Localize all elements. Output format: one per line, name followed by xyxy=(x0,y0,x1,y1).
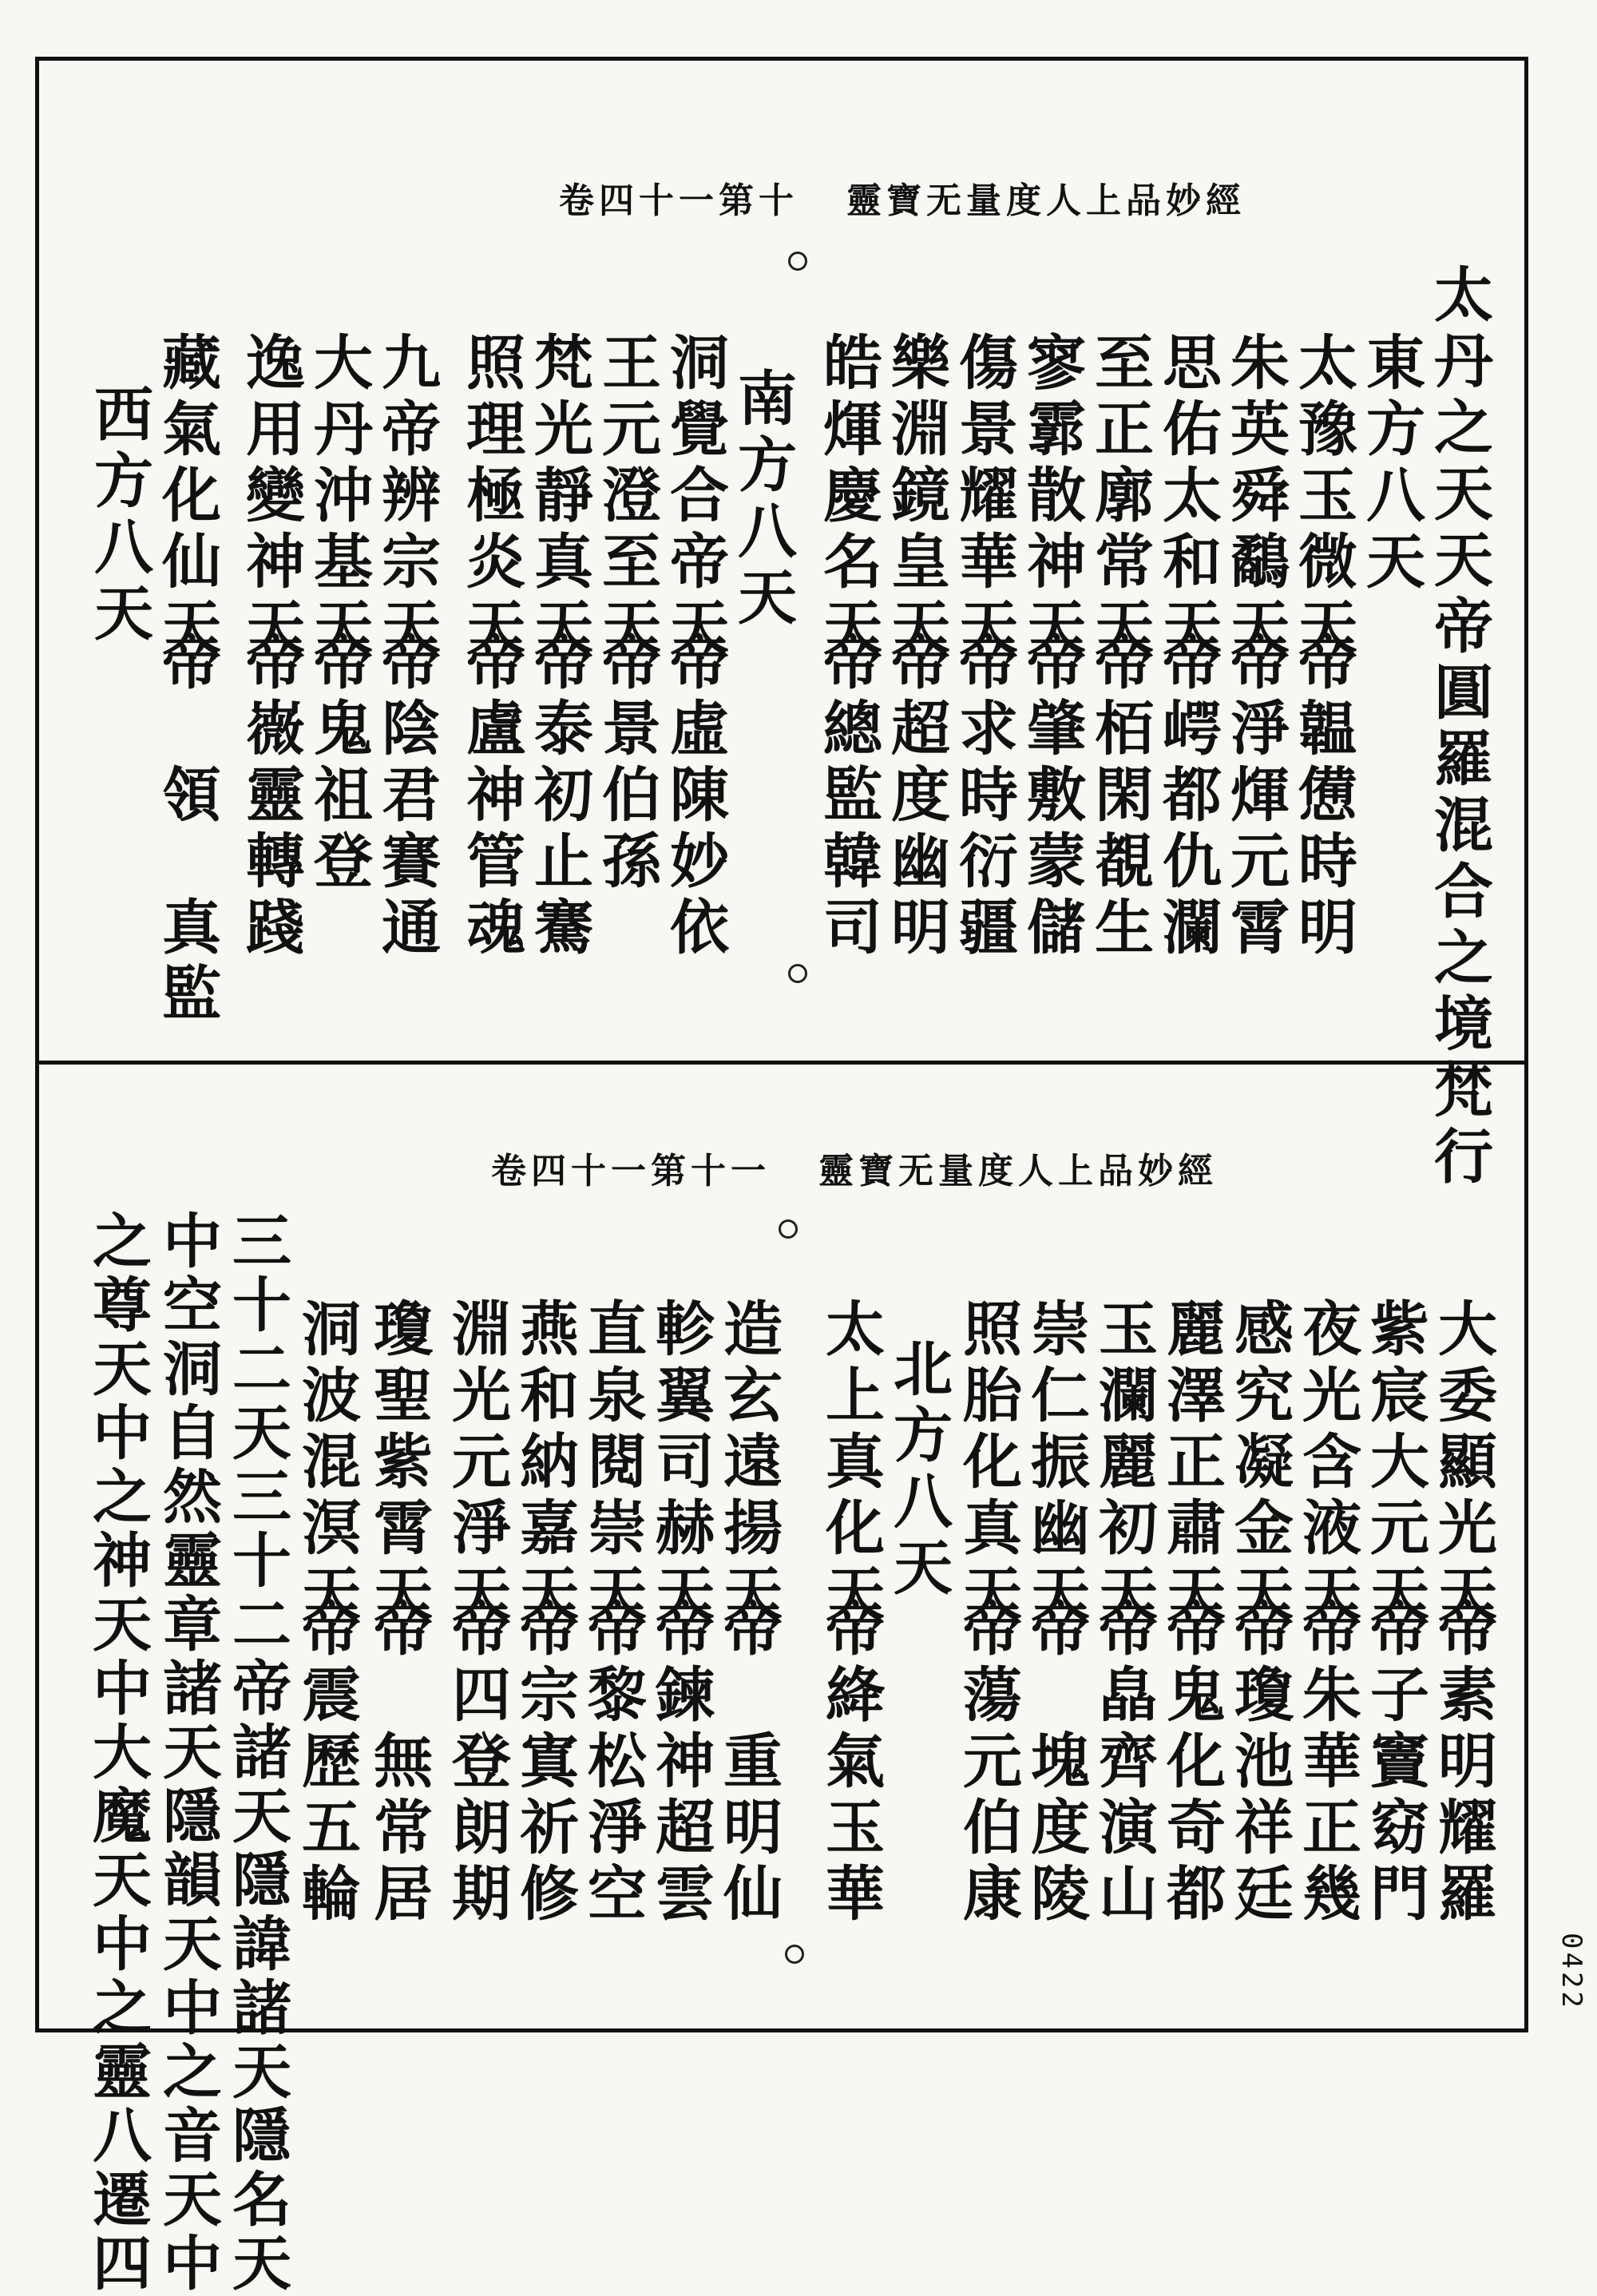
text-column: 南方八天 xyxy=(728,367,797,632)
text-column: 三十二天三十二帝諸天隱諱諸天隱名天 xyxy=(223,1210,291,2296)
text-column: 紫宸大元天 xyxy=(1361,1298,1429,1629)
text-column: 中空洞自然靈章諸天隱韻天中之音天中 xyxy=(153,1210,222,2296)
text-column: 洞覺合帝天 xyxy=(660,331,729,663)
emperor-entry: 帝黎松淨空 xyxy=(578,1597,647,1929)
page-divider xyxy=(35,1061,1528,1065)
text-column: 玉瀾麗初天 xyxy=(1089,1298,1158,1629)
top-header-title: 靈寶无量度人上品妙經 xyxy=(846,180,1246,221)
emperor-entry: 帝絳氣玉華 xyxy=(816,1597,885,1929)
text-column: 麗澤正肅天 xyxy=(1157,1298,1226,1629)
text-column: 大委顯光天 xyxy=(1429,1298,1497,1629)
binding-hole-mark xyxy=(788,252,807,271)
bottom-header xyxy=(491,1142,1218,1193)
emperor-entry: 帝求時衍疆 xyxy=(949,631,1018,962)
text-column: 王元澄至天 xyxy=(592,331,661,663)
text-column: 東方八天 xyxy=(1357,331,1425,597)
emperor-entry: 帝宗寘祈修 xyxy=(510,1597,579,1929)
text-column: 梵光靜真天 xyxy=(525,331,593,663)
text-column: 北方八天 xyxy=(884,1338,953,1603)
emperor-entry: 帝 無常居 xyxy=(364,1597,433,1929)
text-column: 直泉閱崇天 xyxy=(578,1298,647,1629)
emperor-entry: 帝盧神管魂 xyxy=(457,631,525,962)
text-column: 瓊聖紫霄天 xyxy=(364,1298,433,1629)
emperor-entry: 帝鬼祖登 xyxy=(304,631,373,896)
text-column: 太丹之天天帝圓羅混合之境梵行 xyxy=(1425,264,1493,1192)
text-column: 樂淵鏡皇天 xyxy=(882,331,950,663)
emperor-entry: 帝虛陳妙依 xyxy=(660,631,729,962)
text-column: 照理極炎天 xyxy=(457,331,525,663)
text-column: 大丹沖基天 xyxy=(304,331,373,663)
top-header-chapter: 卷四十一第十 xyxy=(559,180,798,221)
emperor-entry: 帝 重明仙 xyxy=(714,1597,783,1929)
binding-hole-mark xyxy=(788,964,807,983)
text-column: 崇仁振幽天 xyxy=(1021,1298,1090,1629)
top-header xyxy=(559,172,1246,223)
binding-hole-mark xyxy=(785,1945,804,1964)
emperor-entry: 帝崿都仇瀾 xyxy=(1153,631,1222,962)
bottom-header-title: 靈寶无量度人上品妙經 xyxy=(818,1151,1218,1192)
text-column: 夜光含液天 xyxy=(1293,1298,1361,1629)
emperor-entry: 帝震歷五輪 xyxy=(292,1597,361,1929)
text-column: 皓煇慶名天 xyxy=(814,331,882,663)
emperor-entry: 帝素明耀羅 xyxy=(1429,1597,1497,1929)
emperor-entry: 帝 領 真監 xyxy=(153,631,221,1029)
emperor-entry: 帝陰君賽通 xyxy=(372,631,441,962)
text-column: 感究凝金天 xyxy=(1225,1298,1294,1629)
emperor-entry: 帝四登朗期 xyxy=(442,1597,511,1929)
emperor-entry: 帝淨煇元霄 xyxy=(1221,631,1290,962)
text-column: 造玄遠揚天 xyxy=(714,1298,783,1629)
text-column: 逸用變神天 xyxy=(236,331,305,663)
text-column: 九帝辨宗天 xyxy=(372,331,441,663)
bottom-header-chapter: 卷四十一第十一 xyxy=(491,1151,771,1192)
text-column: 之尊天中之神天中大魔天中之靈八遷四 xyxy=(83,1210,152,2296)
text-column: 太上真化天 xyxy=(816,1298,885,1629)
emperor-entry: 帝肇敷蒙儲 xyxy=(1017,631,1086,962)
text-column: 寥霩散神天 xyxy=(1017,331,1086,663)
emperor-entry: 帝朱華正幾 xyxy=(1293,1597,1361,1929)
text-column: 軫翼司赫天 xyxy=(646,1298,715,1629)
page-number: 0422 xyxy=(1555,1933,1587,2011)
text-column: 至正廓常天 xyxy=(1085,331,1154,663)
emperor-entry: 帝鍊神超雲 xyxy=(646,1597,715,1929)
text-column: 太豫玉微天 xyxy=(1289,331,1357,663)
emperor-entry: 帝景伯孫 xyxy=(592,631,661,896)
emperor-entry: 帝皛齊演山 xyxy=(1089,1597,1158,1929)
binding-hole-mark xyxy=(779,1219,798,1239)
emperor-entry: 帝總監韓司 xyxy=(814,631,882,962)
text-column: 朱英舜鷸天 xyxy=(1221,331,1290,663)
emperor-entry: 帝鬼化奇都 xyxy=(1157,1597,1226,1929)
emperor-entry: 帝韞憊時明 xyxy=(1289,631,1357,962)
emperor-entry: 帝瓊池祥廷 xyxy=(1225,1597,1294,1929)
text-column: 燕和納嘉天 xyxy=(510,1298,579,1629)
text-column: 淵光元淨天 xyxy=(442,1298,511,1629)
text-column: 照胎化真天 xyxy=(953,1298,1022,1629)
emperor-entry: 帝蕩元伯康 xyxy=(953,1597,1022,1929)
emperor-entry: 帝泰初止騫 xyxy=(525,631,593,962)
text-column: 思佑太和天 xyxy=(1153,331,1222,663)
emperor-entry: 帝嶶靈轉踐 xyxy=(236,631,305,962)
emperor-entry: 帝 塊度陵 xyxy=(1021,1597,1090,1929)
emperor-entry: 帝栢閑覩生 xyxy=(1085,631,1154,962)
text-column: 西方八天 xyxy=(85,383,153,648)
text-column: 藏氣化仙天 xyxy=(153,331,221,663)
emperor-entry: 帝子竇窈門 xyxy=(1361,1597,1429,1929)
text-column: 洞波混溟天 xyxy=(292,1298,361,1629)
emperor-entry: 帝超度幽明 xyxy=(882,631,950,962)
text-column: 傷景耀華天 xyxy=(949,331,1018,663)
